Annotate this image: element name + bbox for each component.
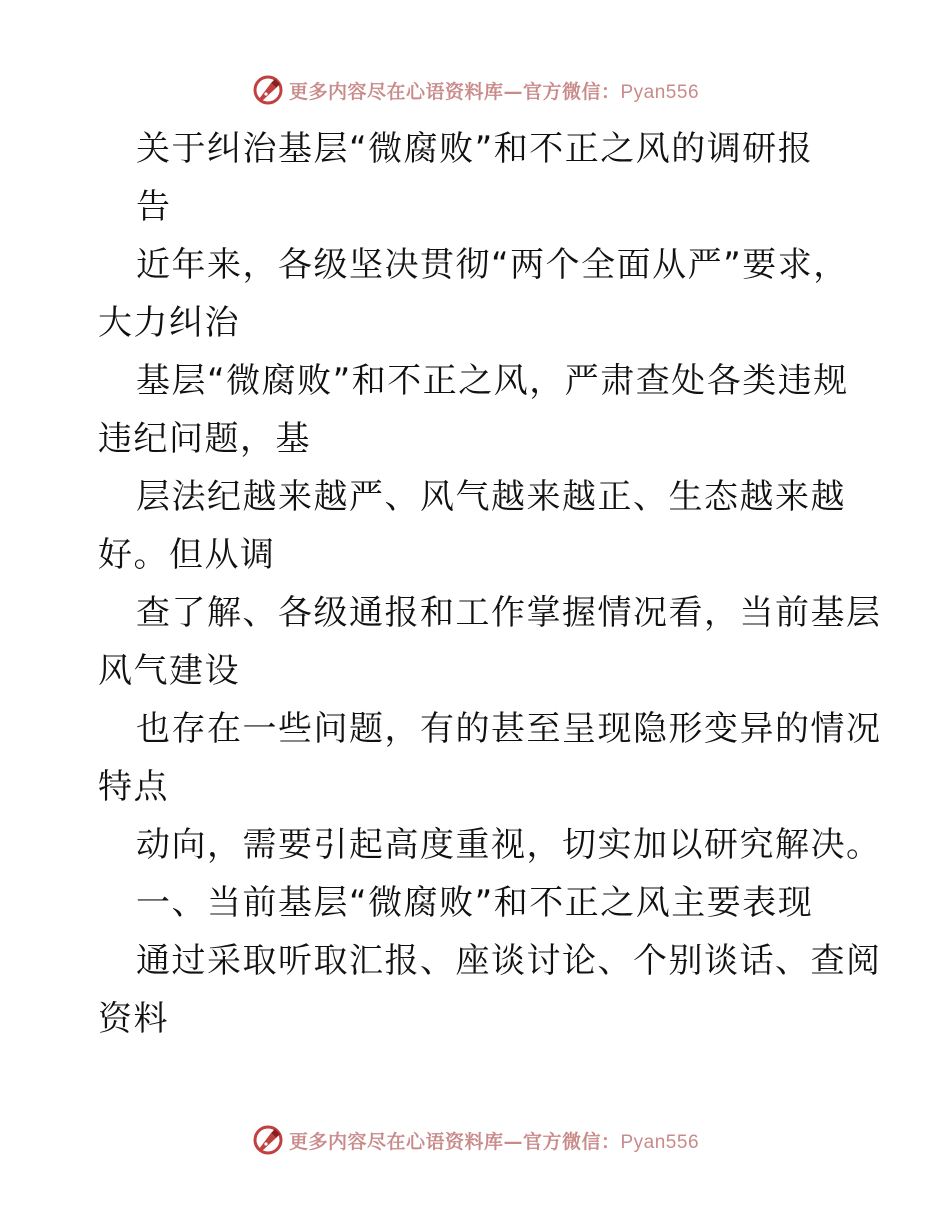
pen-nib-seal-icon: [251, 73, 285, 107]
text-line: 大力纠治: [98, 303, 240, 343]
text-line: 基层“微腐败”和不正之风，严肃查处各类违规: [136, 361, 849, 401]
text-line: 告: [136, 187, 172, 227]
text-line: 关于纠治基层“微腐败”和不正之风的调研报: [136, 129, 814, 169]
text-line: 一、当前基层“微腐败”和不正之风主要表现: [136, 883, 814, 923]
text-line: 风气建设: [98, 651, 240, 691]
footer-watermark: [0, 1120, 950, 1160]
document-body: [98, 120, 882, 1048]
header-watermark: [0, 70, 950, 110]
text-line: 违纪问题，基: [98, 419, 311, 459]
text-line: 近年来，各级坚决贯彻“两个全面从严”要求，: [136, 245, 849, 285]
pen-nib-seal-icon: [251, 1123, 285, 1157]
text-line: 好。但从调: [98, 535, 276, 575]
text-line: 查了解、各级通报和工作掌握情况看，当前基层: [136, 593, 882, 633]
text-line: 通过采取听取汇报、座谈讨论、个别谈话、查阅: [136, 941, 882, 981]
watermark-text: 更多内容尽在心语资料库—官方微信：Pyan556: [288, 1130, 700, 1153]
text-line: 动向，需要引起高度重视，切实加以研究解决。: [136, 825, 882, 865]
text-line: 也存在一些问题，有的甚至呈现隐形变异的情况: [136, 709, 882, 749]
text-line: 资料: [98, 999, 169, 1039]
text-line: 特点: [98, 767, 169, 807]
text-line: 层法纪越来越严、风气越来越正、生态越来越: [136, 477, 846, 517]
watermark-text: 更多内容尽在心语资料库—官方微信：Pyan556: [288, 80, 700, 103]
